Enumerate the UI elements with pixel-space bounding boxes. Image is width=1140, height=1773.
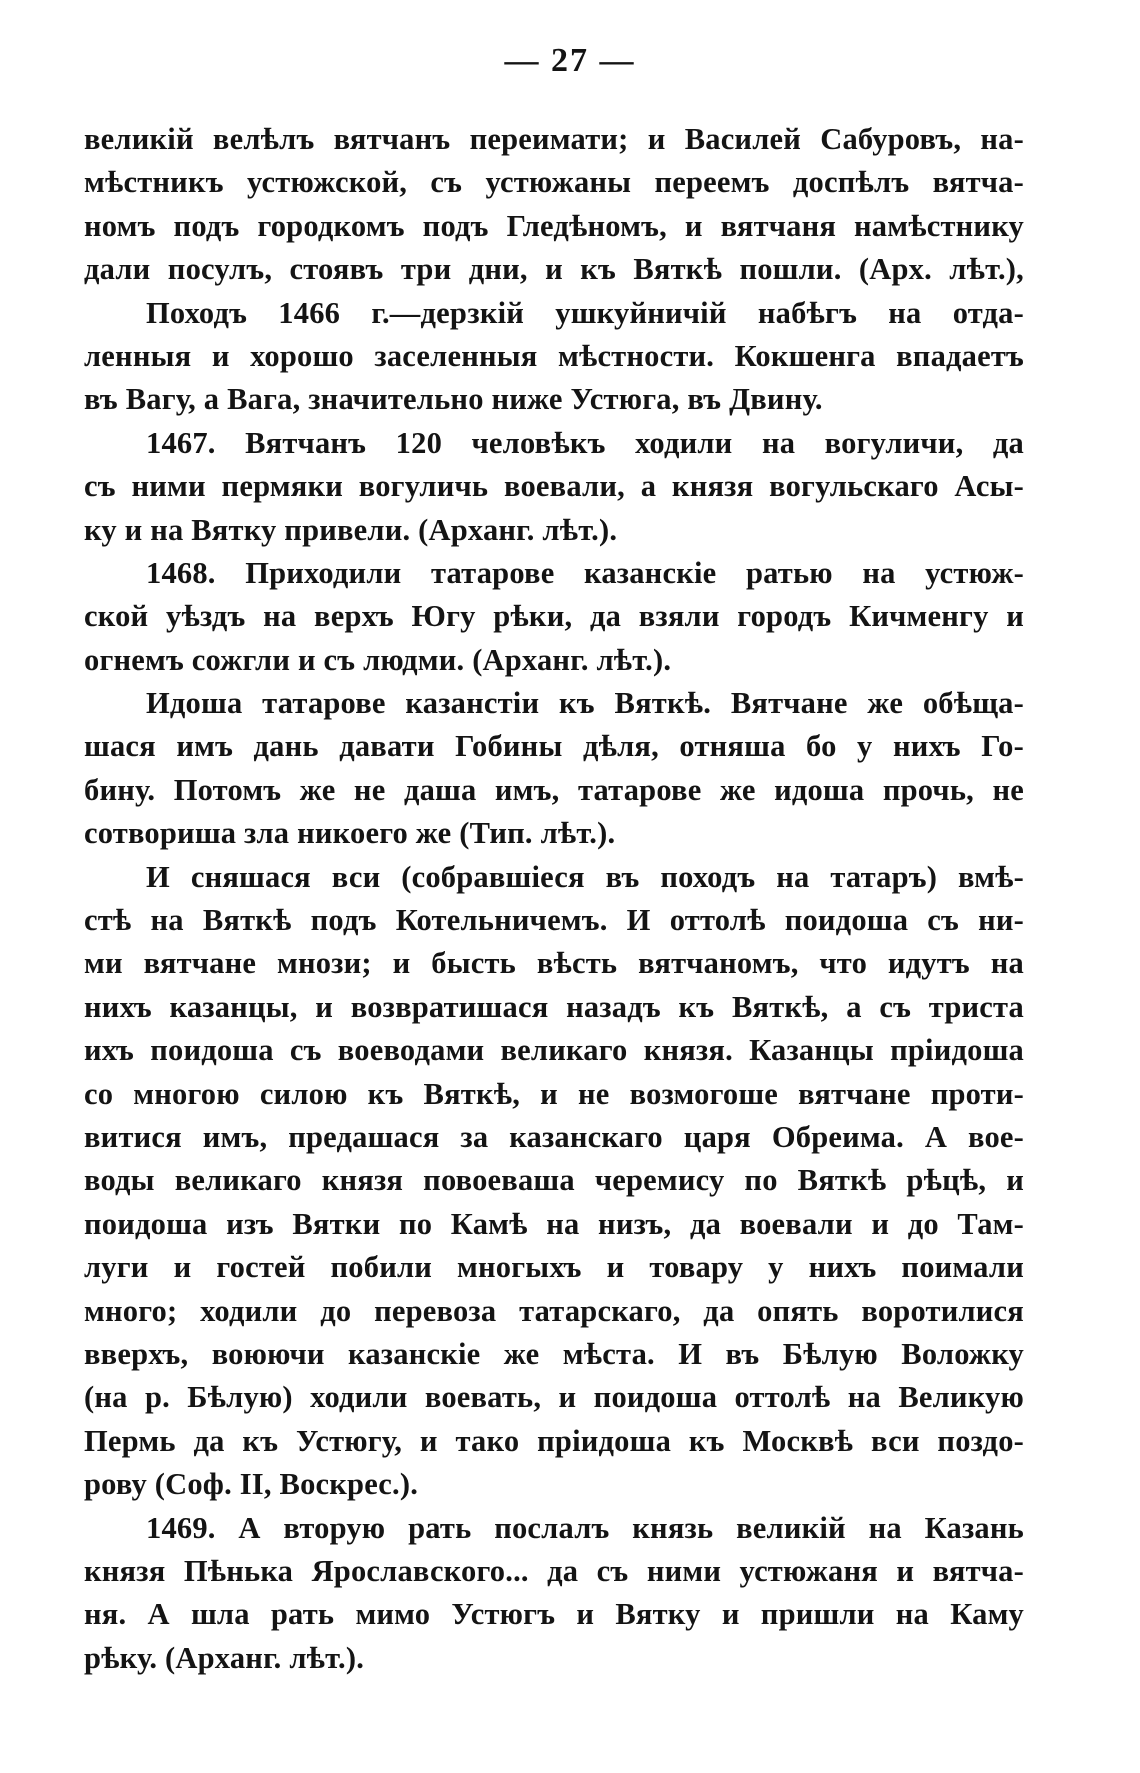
text-line: воды великаго князя повоеваша черемису по Вяткѣ рѣцѣ, и: [84, 1163, 1024, 1198]
text-line: ня. А шла рать мимо Устюгъ и Вятку и пришли на Каму: [84, 1597, 1024, 1632]
text-line: И сняшася вси (собравшіеся въ походъ на татаръ) вмѣ-: [146, 859, 1024, 894]
text-line: 1469. А вторую рать послалъ князь великій на Казань: [146, 1510, 1024, 1545]
text-line: поидоша изъ Вятки по Камѣ на низъ, да воевали и до Там-: [84, 1206, 1024, 1241]
text-line: ку и на Вятку привели. (Арханг. лѣт.).: [84, 512, 618, 547]
text-line: рѣку. (Арханг. лѣт.).: [84, 1640, 365, 1675]
text-line: вверхъ, воюючи казанскіе же мѣста. И въ Бѣлую Воложку: [84, 1336, 1024, 1371]
text-line: великій велѣлъ вятчанъ переимати; и Василей Сабуровъ, на-: [84, 122, 1024, 156]
text-line: сотвориша зла никоего же (Тип. лѣт.).: [84, 816, 616, 851]
page-number: — 27 —: [504, 42, 636, 79]
text-line: номъ подъ городкомъ подъ Гледѣномъ, и вятчаня намѣстнику: [84, 208, 1024, 243]
text-line: мѣстникъ устюжской, съ устюжаны переемъ доспѣлъ вятча-: [84, 165, 1024, 200]
text-line: Идоша татарове казанстіи къ Вяткѣ. Вятчане же обѣща-: [146, 686, 1024, 721]
text-line: луги и гостей побили многыхъ и товару у нихъ поимали: [84, 1250, 1024, 1285]
text-line: нихъ казанцы, и возвратишася назадъ къ Вяткѣ, а съ триста: [84, 989, 1024, 1024]
text-line: въ Вагу, а Вага, значительно ниже Устюга, въ Двину.: [84, 382, 823, 417]
text-line: рову (Соф. II, Воскрес.).: [84, 1467, 419, 1502]
text-line: (на р. Бѣлую) ходили воевать, и поидоша оттолѣ на Великую: [84, 1380, 1024, 1415]
text-line: ми вятчане мнози; и бысть вѣсть вятчаномъ, что идутъ на: [84, 946, 1024, 981]
text-line: Походъ 1466 г.—дерзкій ушкуйничій набѣгъ на отда-: [146, 295, 1024, 330]
text-line: дали посулъ, стоявъ три дни, и къ Вяткѣ пошли. (Арх. лѣт.),: [84, 252, 1024, 287]
text-line: 1468. Приходили татарове казанскіе ратью на устюж-: [146, 555, 1024, 590]
text-line: бину. Потомъ же не даша имъ, татарове же идоша прочь, не: [84, 772, 1024, 807]
body-text: [84, 118, 1024, 1680]
text-line: много; ходили до перевоза татарскаго, да опять воротилися: [84, 1293, 1024, 1328]
text-line: ской уѣздъ на верхъ Югу рѣки, да взяли городъ Кичменгу и: [84, 599, 1024, 634]
text-line: стѣ на Вяткѣ подъ Котельничемъ. И оттолѣ поидоша съ ни-: [84, 903, 1024, 938]
text-line: Пермь да къ Устюгу, и тако пріидоша къ Москвѣ вси поздо-: [84, 1423, 1024, 1458]
text-line: со многою силою къ Вяткѣ, и не возмогоше вятчане проти-: [84, 1076, 1024, 1111]
text-line: витися имъ, предашася за казанскаго царя Обреима. А вое-: [84, 1119, 1024, 1154]
text-line: огнемъ сожгли и съ людми. (Арханг. лѣт.).: [84, 642, 672, 677]
text-line: шася имъ дань давати Гобины дѣля, отняша бо у нихъ Го-: [84, 729, 1024, 764]
text-line: ленныя и хорошо заселенныя мѣстности. Кокшенга впадаетъ: [84, 338, 1024, 373]
text-line: ихъ поидоша съ воеводами великаго князя. Казанцы пріидоша: [84, 1033, 1024, 1068]
text-line: 1467. Вятчанъ 120 человѣкъ ходили на вогуличи, да: [146, 425, 1024, 460]
text-line: съ ними пермяки вогуличь воевали, а князя вогульскаго Асы-: [84, 469, 1024, 504]
text-line: князя Пѣнька Ярославского... да съ ними устюжаня и вятча-: [84, 1553, 1024, 1588]
